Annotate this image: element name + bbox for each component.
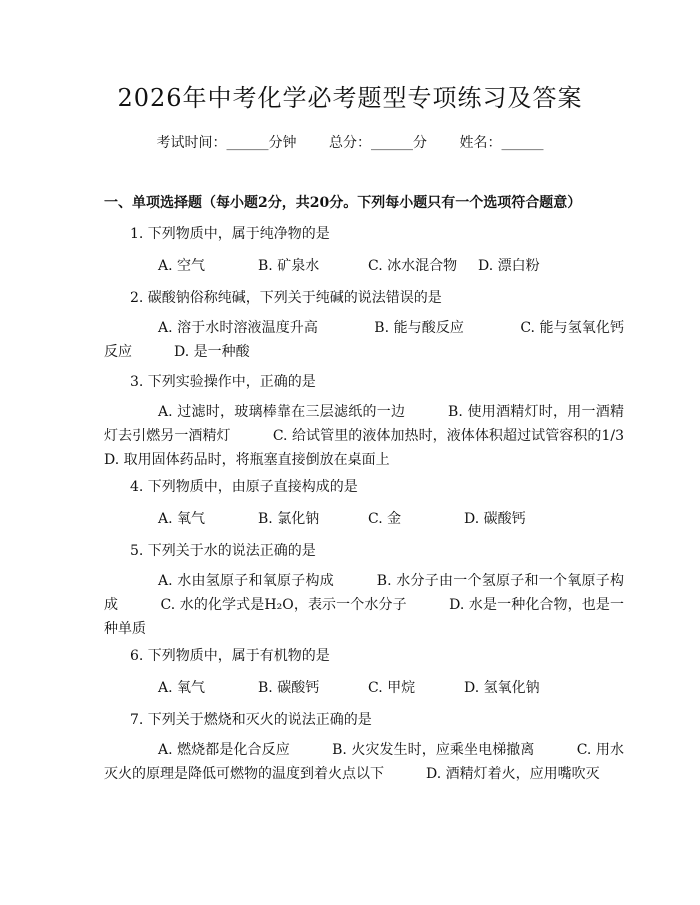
question-stem: 4. 下列物质中，由原子直接构成的是 [130,479,358,495]
option-a: A. 空气 [158,258,206,274]
question-2 [104,286,624,364]
total-score [329,132,427,152]
option-c: C. 给试管里的液体加热时，液体体积超过试管容积的1/3 [272,428,624,444]
option-b: B. 碳酸钙 [258,680,320,696]
question-options [104,507,624,531]
exam-meta [0,132,700,152]
question-options [104,738,624,786]
option-d: D. 碳酸钙 [464,511,526,527]
question-stem: 7. 下列关于燃烧和灭火的说法正确的是 [130,712,372,728]
option-b: B. 能与酸反应 [374,320,464,336]
score-blank: ______ [371,135,413,151]
option-d: D. 漂白粉 [478,258,540,274]
option-a: A. 过滤时，玻璃棒靠在三层滤纸的一边 [158,404,406,420]
option-c: C. 水的化学式是H₂O，表示一个水分子 [160,597,407,613]
option-d: D. 是一种酸 [174,344,250,360]
question-stem: 3. 下列实验操作中，正确的是 [130,374,316,390]
section-heading: 一、单项选择题（每小题2分，共20分。下列每小题只有一个选项符合题意） [104,195,582,211]
option-c: C. 甲烷 [368,680,416,696]
question-stem: 1. 下列物质中，属于纯净物的是 [130,226,330,242]
time-blank: ______ [226,135,269,151]
time-label: 考试时间： [156,135,227,151]
option-b: B. 水分子由一个氢原子和一个氧原子构成 [104,573,625,613]
option-d: D. 氢氧化钠 [464,680,540,696]
question-1 [104,222,624,278]
question-7 [104,708,624,786]
option-b: B. 火灾发生时，应乘坐电梯撤离 [332,742,535,758]
score-unit: 分 [413,135,427,151]
question-stem: 6. 下列物质中，属于有机物的是 [130,648,330,664]
question-stem: 5. 下列关于水的说法正确的是 [130,543,316,559]
option-a: A. 溶于水时溶液温度升高 [158,320,318,336]
page-title: 2026年中考化学必考题型专项练习及答案 [117,84,583,112]
exam-time [157,132,297,152]
question-4 [104,475,624,531]
question-5 [104,539,624,641]
question-options [104,316,624,364]
score-label: 总分： [329,135,371,151]
option-b: B. 使用酒精灯时，用一酒精灯去引燃另一酒精灯 [104,404,624,444]
question-3 [104,370,624,472]
question-options [104,400,624,472]
option-a: A. 氧气 [158,680,206,696]
option-d: D. 水是一种化合物，也是一种单质 [104,597,625,637]
question-stem: 2. 碳酸钠俗称纯碱，下列关于纯碱的说法错误的是 [130,290,442,306]
option-a: A. 燃烧都是化合反应 [158,742,290,758]
option-a: A. 水由氢原子和氧原子构成 [158,573,335,589]
question-options [104,569,624,641]
option-b: B. 矿泉水 [258,258,320,274]
option-c: C. 用水灭火的原理是降低可燃物的温度到着火点以下 [104,742,625,782]
question-options [104,254,624,278]
option-a: A. 氧气 [158,511,206,527]
option-c: C. 冰水混合物 [368,258,458,274]
name-label: 姓名： [459,135,502,151]
name-blank: ______ [501,135,544,151]
option-c: C. 金 [368,511,402,527]
student-name [459,132,543,152]
option-b: B. 氯化钠 [258,511,320,527]
question-options [104,676,624,700]
question-6 [104,644,624,700]
option-d: D. 酒精灯着火，应用嘴吹灭 [426,766,600,782]
option-d: D. 取用固体药品时，将瓶塞直接倒放在桌面上 [104,452,390,468]
time-unit: 分钟 [268,135,297,151]
option-c: C. 能与氢氧化钙反应 [104,320,624,360]
